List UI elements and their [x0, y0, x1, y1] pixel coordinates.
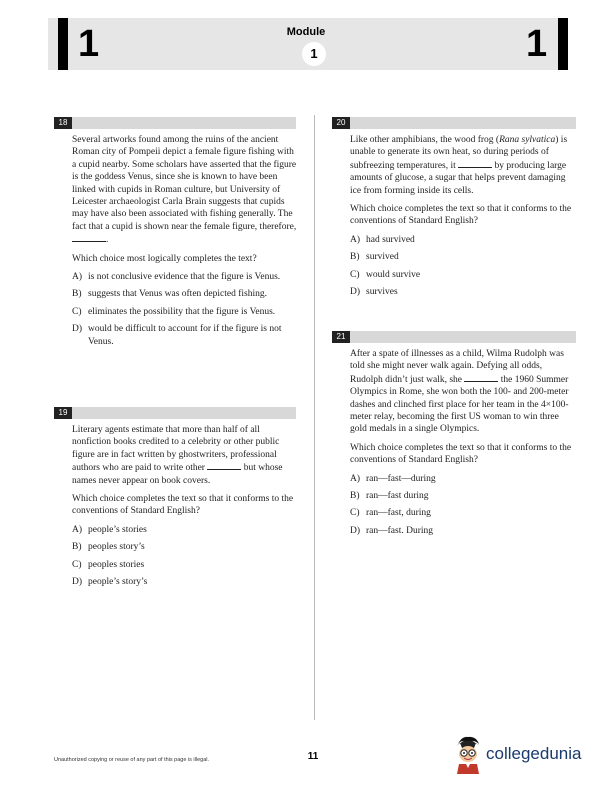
- question-18-number: 18: [54, 117, 72, 129]
- choice-21-c[interactable]: C) ran—fast, during: [350, 508, 431, 519]
- choice-20-c[interactable]: C) would survive: [350, 269, 421, 280]
- brand-name: collegedunia: [486, 744, 582, 763]
- answer-blank: [207, 461, 241, 470]
- choice-21-d[interactable]: D) ran—fast. During: [350, 525, 434, 536]
- choice-19-c[interactable]: C) peoples stories: [72, 559, 145, 570]
- answer-blank: [458, 159, 492, 168]
- question-18-bar: [54, 117, 296, 129]
- question-18-prompt: Which choice most logically completes the text?: [72, 253, 257, 264]
- question-19-prompt: Which choice completes the text so that it conforms to the conventions of Standard English?: [72, 494, 294, 517]
- question-19: [72, 424, 298, 593]
- choice-21-a[interactable]: A) ran—fast—during: [350, 473, 436, 484]
- header-left-bar: [58, 18, 68, 70]
- choice-18-d[interactable]: D) would be difficult to account for if the figure is not Venus.: [72, 324, 282, 347]
- choice-20-b[interactable]: B) survived: [350, 252, 399, 263]
- question-20-prompt: Which choice completes the text so that it conforms to the conventions of Standard English?: [350, 204, 572, 227]
- question-20-passage: Like other amphibians, the wood frog (Rana sylvatica) is unable to generate its own heat, so during periods of subfreezing temperatures, it by producing large amounts of glucose, a sugar that helps prevent damaging ice from forming inside its cells.: [350, 135, 568, 196]
- answer-blank: [72, 233, 106, 242]
- module-number-badge: 1: [302, 42, 326, 66]
- question-18-passage: Several artworks found among the ruins of the ancient Roman city of Pompeii depict a female figure fishing with a cupid nearby. Some scholars have asserted that the figure is the goddess Venus, since she is known to have been linked with cupids in Roman culture, but University of Leicester archaeologist Carla Brain suggests that cupids may have also been associated with fishing generally. The fact that a cupid is shown near the female figure, therefore, .: [72, 135, 297, 246]
- choice-21-b[interactable]: B) ran—fast during: [350, 491, 429, 502]
- choice-19-d[interactable]: D) people’s story’s: [72, 577, 148, 588]
- choice-18-a[interactable]: A) is not conclusive evidence that the figure is Venus.: [72, 272, 281, 283]
- copyright-note: Unauthorized copying or reuse of any part of this page is illegal.: [54, 757, 210, 763]
- choice-19-b[interactable]: B) peoples story’s: [72, 542, 145, 553]
- choice-19-a[interactable]: A) people’s stories: [72, 524, 147, 535]
- header-left-number: 1: [78, 23, 100, 65]
- answer-blank: [464, 373, 498, 382]
- question-21-bar: [332, 331, 576, 343]
- student-mascot-icon: [452, 734, 484, 774]
- question-20-number: 20: [332, 117, 350, 129]
- question-21: [350, 348, 576, 542]
- page-number: 11: [307, 751, 319, 762]
- question-21-passage: After a spate of illnesses as a child, Wilma Rudolph was told she might never walk again. Defying all odds, Rudolph didn’t just walk, she the 1960 Summer Olympics in Rome, she won both the 100- and 200-meter dashes and clinched first place for her team in the 4×100-meter relay, becoming the first US woman to win three gold medals in a single Olympics.: [350, 349, 569, 435]
- question-20: [350, 134, 576, 303]
- question-20-bar: [332, 117, 576, 129]
- module-label: Module: [286, 26, 326, 38]
- choice-20-a[interactable]: A) had survived: [350, 234, 415, 245]
- header-right-bar: [558, 18, 568, 70]
- question-21-number: 21: [332, 331, 350, 343]
- question-18: [72, 134, 298, 353]
- header-right-number: 1: [526, 23, 548, 65]
- question-21-prompt: Which choice completes the text so that it conforms to the conventions of Standard English?: [350, 442, 572, 466]
- column-divider: [314, 115, 315, 720]
- question-19-number: 19: [54, 407, 72, 419]
- choice-18-c[interactable]: C) eliminates the possibility that the figure is Venus.: [72, 306, 276, 317]
- choice-20-d[interactable]: D) survives: [350, 287, 398, 298]
- question-19-passage: Literary agents estimate that more than half of all nonfiction books credited to a celebrity or other public figure are in fact written by ghostwriters, professional authors who are paid to write other but whose names never appear on book covers.: [72, 425, 283, 486]
- choice-18-b[interactable]: B) suggests that Venus was often depicted fishing.: [72, 289, 267, 300]
- question-19-bar: [54, 407, 296, 419]
